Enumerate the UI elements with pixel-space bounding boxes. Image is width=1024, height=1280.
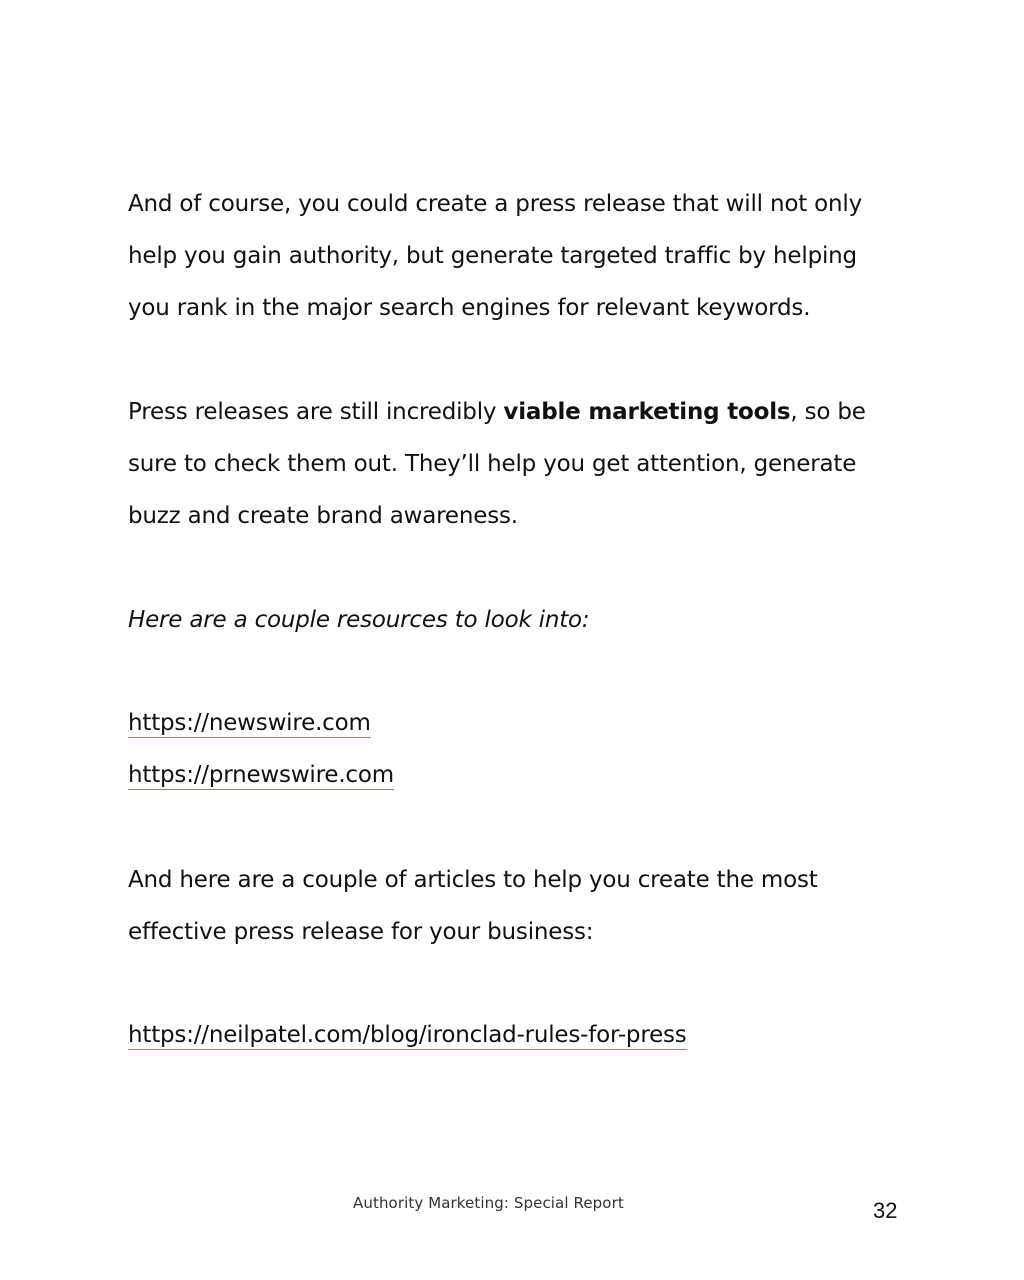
paragraph-gap (128, 334, 898, 386)
page-content (128, 178, 898, 1062)
resources-intro-italic: Here are a couple resources to look into: (128, 607, 590, 633)
paragraph-text: , so be sure to check them out. They’ll help you get attention, generate buzz and create brand awareness. (128, 399, 866, 529)
paragraph-press-release-viable (128, 386, 898, 542)
footer-title: Authority Marketing: Special Report (353, 1194, 624, 1212)
link-row (128, 698, 898, 750)
link-newswire[interactable]: https://newswire.com (128, 710, 371, 736)
paragraph-text: Press releases are still incredibly (128, 399, 504, 425)
page-number: 32 (873, 1198, 898, 1223)
link-neilpatel-article[interactable]: https://neilpatel.com/blog/ironclad-rules-for-press (128, 1022, 687, 1048)
paragraph-gap (128, 802, 898, 854)
paragraph-press-release-intro: And of course, you could create a press release that will not only help you gain authority, but generate targeted traffic by helping you rank in the major search engines for relevant keywords. (128, 191, 862, 321)
paragraph-gap (128, 542, 898, 594)
link-prnewswire[interactable]: https://prnewswire.com (128, 762, 394, 788)
page-footer (0, 1194, 1024, 1223)
paragraph-gap (128, 646, 898, 698)
paragraph-articles-intro: And here are a couple of articles to help you create the most effective press release for your business: (128, 867, 818, 945)
link-row (128, 1010, 898, 1062)
emphasis-bold-text: viable marketing tools (503, 399, 791, 425)
link-row (128, 750, 898, 802)
paragraph-gap (128, 958, 898, 1010)
